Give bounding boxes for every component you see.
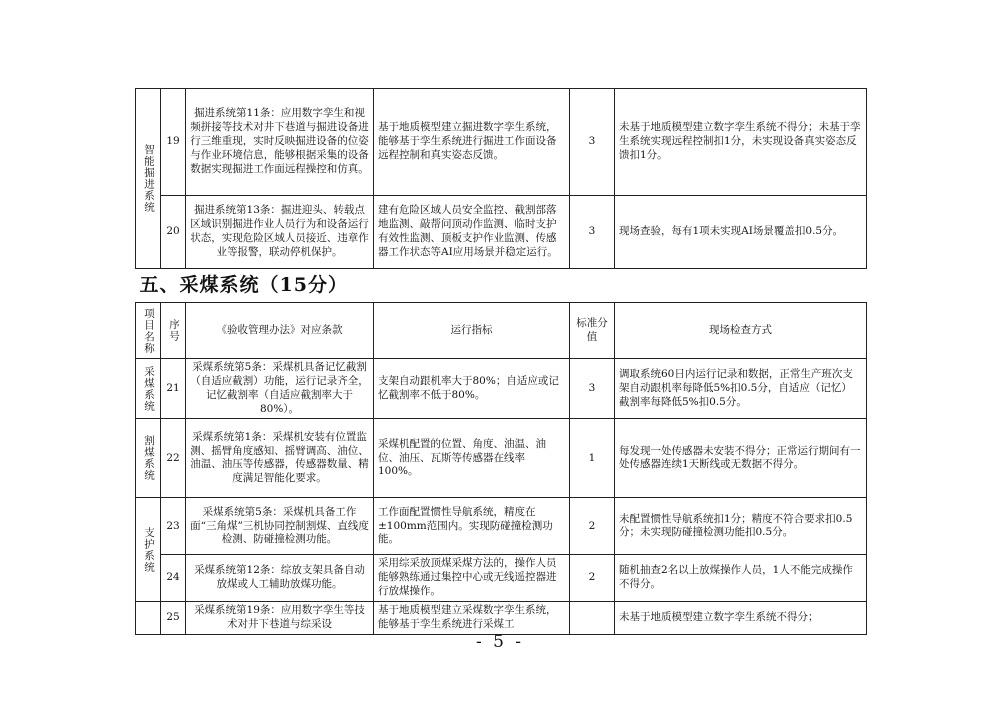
category-cell: 智能掘进系统 — [136, 89, 161, 269]
method-cell: 未基于地质模型建立数字孪生系统不得分； — [615, 602, 867, 635]
indicator-cell: 支架自动跟机率大于80%；自适应或记忆截割率不低于80%。 — [374, 359, 570, 419]
row-number: 20 — [161, 196, 186, 269]
header-category: 项目名称 — [136, 303, 161, 359]
indicator-cell: 建有危险区域人员安全监控、截割部落地监测、敲帮问顶动作监测、临时支护有效性监测、顶板支护作业监测、传感器工作状态等AI应用场景并稳定运行。 — [374, 196, 570, 269]
method-cell: 随机抽查2名以上放煤操作人员，1人不能完成操作不得分。 — [615, 555, 867, 602]
row-number: 22 — [161, 419, 186, 498]
clause-cell: 采煤系统第12条：综放支架具备自动放煤或人工辅助放煤功能。 — [186, 555, 374, 602]
row-number: 25 — [161, 602, 186, 635]
score-cell: 2 — [570, 555, 615, 602]
row-number: 19 — [161, 89, 186, 196]
indicator-cell: 采煤机配置的位置、角度、油温、油位、油压、瓦斯等传感器在线率100%。 — [374, 419, 570, 498]
indicator-cell: 基于地质模型建立掘进数字孪生系统，能够基于孪生系统进行掘进工作面设备远程控制和真实姿态反馈。 — [374, 89, 570, 196]
table-row — [136, 196, 867, 269]
row-number: 24 — [161, 555, 186, 602]
score-cell: 1 — [570, 419, 615, 498]
score-cell: 3 — [570, 196, 615, 269]
table-row — [136, 498, 867, 555]
clause-cell: 掘进系统第13条：掘进迎头、转载点区域识别掘进作业人员行为和设备运行状态，实现危险区域人员接近、违章作业等报警，联动停机保护。 — [186, 196, 374, 269]
table-row — [136, 555, 867, 602]
method-cell: 未配置惯性导航系统扣1分；精度不符合要求扣0.5分；未实现防碰撞检测功能扣0.5分。 — [615, 498, 867, 555]
table-row — [136, 602, 867, 635]
header-row — [136, 303, 867, 359]
method-cell: 调取系统60日内运行记录和数据，正常生产班次支架自动跟机率每降低5%扣0.5分，自适应（记忆）截割率每降低5%扣0.5分。 — [615, 359, 867, 419]
header-score: 标准分值 — [570, 303, 615, 359]
indicator-cell: 工作面配置惯性导航系统，精度在±100mm范围内。实现防碰撞检测功能。 — [374, 498, 570, 555]
header-indicator: 运行指标 — [374, 303, 570, 359]
header-no: 序号 — [161, 303, 186, 359]
table-row — [136, 89, 867, 196]
score-cell: 2 — [570, 498, 615, 555]
method-cell: 现场查验，每有1项未实现AI场景覆盖扣0.5分。 — [615, 196, 867, 269]
row-number: 23 — [161, 498, 186, 555]
clause-cell: 掘进系统第11条：应用数字孪生和视频拼接等技术对井下巷道与掘进设备进行三维重现，实时反映掘进设备的位姿与作业环境信息，能够根据采集的设备数据实现掘进工作面远程操控和仿真。 — [186, 89, 374, 196]
score-cell: 3 — [570, 89, 615, 196]
score-cell — [570, 602, 615, 635]
section-title: 五、采煤系统（15分） — [136, 269, 867, 303]
table-row — [136, 419, 867, 498]
category-cell: 支护系统 — [136, 498, 161, 602]
clause-cell: 采煤系统第5条：采煤机具备记忆截割（自适应截割）功能，运行记录齐全，记忆截割率（自适应截割率大于80%）。 — [186, 359, 374, 419]
clause-cell: 采煤系统第1条：采煤机安装有位置监测、摇臂角度感知、摇臂调高、油位、油温、油压等传感器，传感器数量、精度满足智能化要求。 — [186, 419, 374, 498]
clause-cell: 采煤系统第5条：采煤机具备工作面“三角煤”三机协同控制割煤、直线度检测、防碰撞检测功能。 — [186, 498, 374, 555]
page-number: - 5 - — [475, 632, 525, 652]
score-cell: 3 — [570, 359, 615, 419]
indicator-cell: 采用综采放顶煤采煤方法的，操作人员能够熟练通过集控中心或无线遥控器进行放煤操作。 — [374, 555, 570, 602]
indicator-cell: 基于地质模型建立采煤数字孪生系统，能够基于孪生系统进行采煤工 — [374, 602, 570, 635]
method-cell: 未基于地质模型建立数字孪生系统不得分；未基于孪生系统实现远程控制扣1分，未实现设备真实姿态反馈扣1分。 — [615, 89, 867, 196]
category-cell: 采煤系统 — [136, 359, 161, 419]
clause-cell: 采煤系统第19条：应用数字孪生等技术对井下巷道与综采设 — [186, 602, 374, 635]
header-method: 现场检查方式 — [615, 303, 867, 359]
table-row — [136, 359, 867, 419]
category-cell — [136, 602, 161, 635]
section-heading-row — [136, 269, 867, 303]
evaluation-table — [135, 88, 867, 635]
row-number: 21 — [161, 359, 186, 419]
method-cell: 每发现一处传感器未安装不得分；正常运行期间有一处传感器连续1天断线或无数据不得分。 — [615, 419, 867, 498]
header-clause: 《验收管理办法》对应条款 — [186, 303, 374, 359]
category-cell: 割煤系统 — [136, 419, 161, 498]
